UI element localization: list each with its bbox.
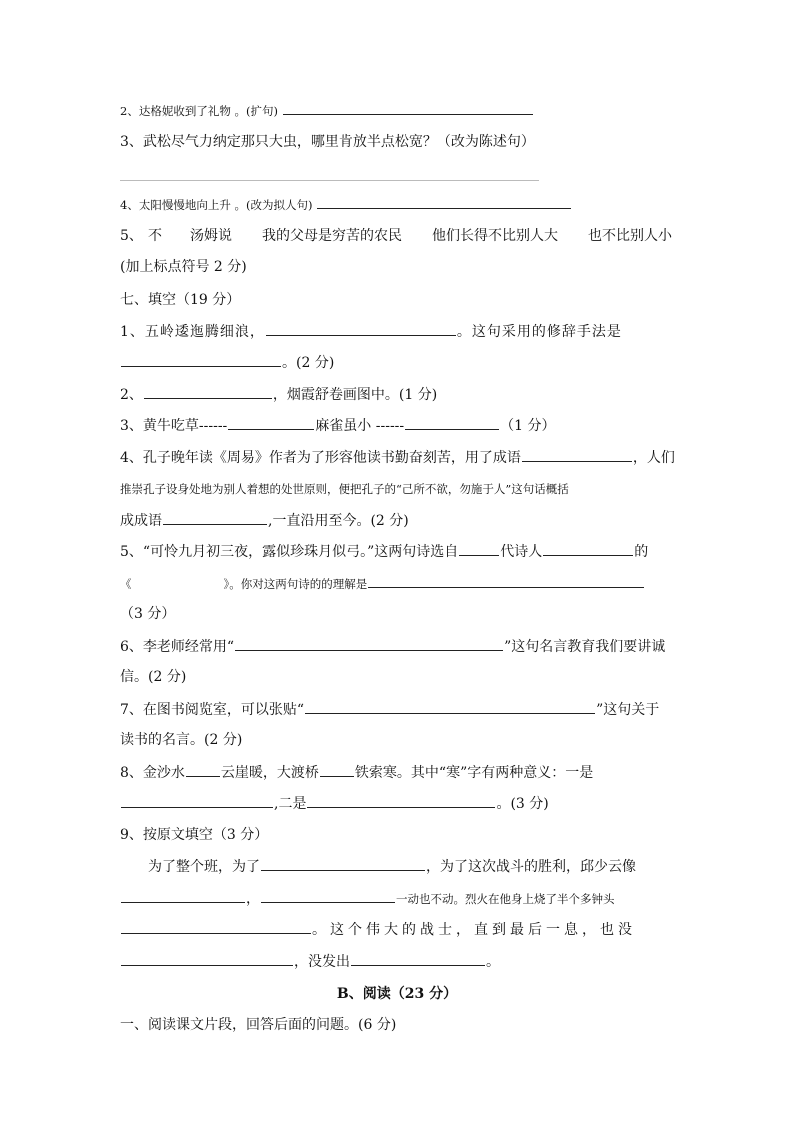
answer-blank[interactable]: [368, 573, 644, 588]
question-2: 2、达格妮收到了礼物 。(扩句): [120, 100, 534, 121]
fill-6-cont: 信。(2 分): [120, 669, 187, 685]
fill-9-line4: ，没发出 。: [120, 951, 500, 972]
answer-blank[interactable]: [121, 352, 281, 367]
fill-4: 4、孔子晚年读《周易》作者为了形容他读书勤奋刻苦，用了成语 ，人们: [120, 447, 675, 468]
fill-9-line3: 。这个伟大的战士，直到最后一息，也没: [120, 919, 636, 940]
answer-blank[interactable]: [144, 384, 272, 399]
fill-7-cont: 读书的名言。(2 分): [120, 732, 243, 748]
fill-7: 7、在图书阅览室，可以张贴“ ”这句关于: [120, 699, 659, 720]
answer-blank[interactable]: [121, 951, 293, 966]
question-3: 3、武松尽气力纳定那只大虫，哪里肯放半点松宽？（改为陈述句）: [120, 134, 535, 150]
answer-blank[interactable]: [121, 919, 311, 934]
answer-blank[interactable]: [163, 510, 267, 525]
fill-1-cont: 。(2 分): [120, 352, 334, 373]
fill-1: 1、五岭逶迤腾细浪， 。这句采用的修辞手法是: [120, 321, 622, 342]
answer-blank[interactable]: [121, 888, 245, 903]
q5-word: 汤姆说: [190, 228, 232, 244]
answer-line[interactable]: [120, 180, 539, 181]
answer-blank[interactable]: [320, 762, 354, 777]
answer-blank[interactable]: [305, 699, 595, 714]
answer-blank[interactable]: [261, 856, 425, 871]
fill-4-line2: 推崇孔子设身处地为别人着想的处世原则，便把孔子的“己所不欲，勿施于人”这句话概括: [120, 482, 569, 496]
section-7-title: 七、填空（19 分）: [120, 292, 241, 308]
fill-5-score: （3 分）: [120, 606, 176, 622]
section-b-question-1: 一、阅读课文片段，回答后面的问题。(6 分): [120, 1017, 397, 1033]
answer-blank[interactable]: [283, 100, 533, 115]
answer-blank[interactable]: [522, 447, 632, 462]
answer-blank[interactable]: [235, 636, 503, 651]
answer-blank[interactable]: [351, 951, 485, 966]
fill-9-line2: ， 一动也不动。烈火在他身上烧了半个多钟头: [120, 888, 615, 909]
q5-word: 他们长得不比别人大: [432, 228, 558, 244]
fill-9-line1: 为了整个班，为了 ，为了这次战斗的胜利，邱少云像: [148, 856, 636, 877]
fill-4-line3: 成成语 ,一直沿用至今。(2 分): [120, 510, 409, 531]
answer-blank[interactable]: [543, 541, 633, 556]
answer-blank[interactable]: [186, 762, 220, 777]
answer-blank[interactable]: [317, 194, 571, 209]
question-4: 4、太阳慢慢地向上升 。(改为拟人句): [120, 194, 572, 215]
q5-word: 也不比别人小: [588, 228, 672, 244]
answer-blank[interactable]: [261, 888, 395, 903]
answer-blank[interactable]: [121, 793, 273, 808]
fill-8-cont: ,二是 。(3 分): [120, 793, 549, 814]
question-5-note: (加上标点符号 2 分): [120, 259, 247, 275]
fill-5: 5、“可怜九月初三夜，露似珍珠月似弓。”这两句诗选自 代诗人 的: [120, 541, 648, 562]
answer-blank[interactable]: [266, 321, 456, 336]
fill-5-line2: 《 》。你对这两句诗的的理解是: [120, 573, 645, 594]
answer-blank[interactable]: [307, 793, 495, 808]
fill-3: 3、黄牛吃草------ 麻雀虽小 ------ （1 分）: [120, 415, 556, 436]
fill-6: 6、李老师经常用“ ”这句名言教育我们要讲诚: [120, 636, 665, 657]
fill-8: 8、金沙水 云崖暖，大渡桥 铁索寒。其中“寒”字有两种意义：一是: [120, 762, 593, 783]
q5-word: 我的父母是穷苦的农民: [262, 228, 402, 244]
answer-blank[interactable]: [459, 541, 499, 556]
fill-2: 2、 ，烟霞舒卷画图中。(1 分): [120, 384, 437, 405]
section-b-title: B、阅读（23 分）: [336, 986, 458, 1002]
fill-9-title: 9、按原文填空（3 分）: [120, 827, 269, 843]
answer-blank[interactable]: [405, 415, 499, 430]
q5-word: 不: [148, 228, 162, 244]
answer-blank[interactable]: [228, 415, 314, 430]
question-5: 5、: [120, 228, 143, 244]
